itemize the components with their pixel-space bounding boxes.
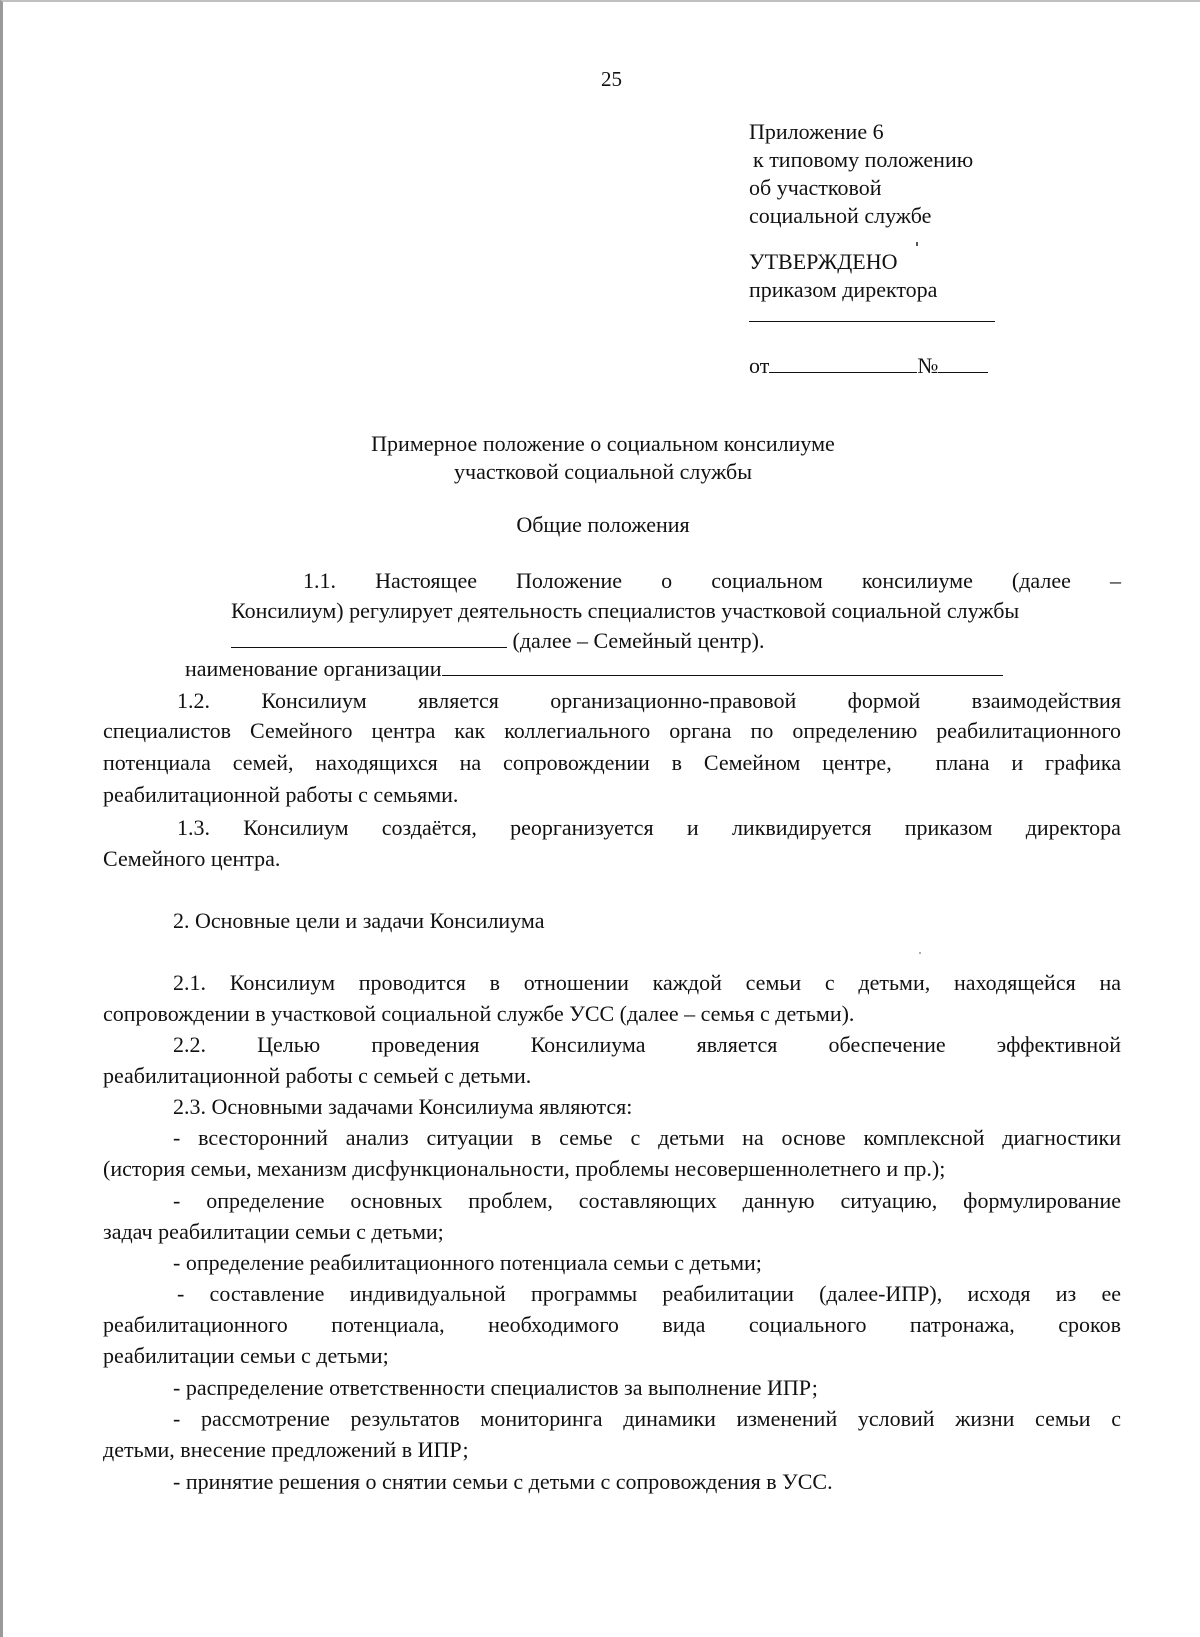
paragraph-1-2-line	[177, 686, 1121, 716]
appendix-line: об участковой	[749, 175, 882, 200]
clause-number: 2.2.	[173, 1032, 206, 1057]
organization-name-row	[185, 654, 1200, 684]
organization-blank	[231, 627, 507, 648]
word: является	[696, 1032, 778, 1057]
word: социального	[748, 1312, 867, 1337]
word: организационно-правовой	[550, 688, 797, 713]
task-item-line: реабилитации семьи с детьми;	[103, 1343, 389, 1368]
clause-number: 1.3.	[177, 815, 210, 840]
word: –	[1109, 568, 1121, 593]
section-heading-general: Общие положения	[516, 512, 690, 537]
paragraph-text: (далее – Семейный центр).	[512, 628, 765, 653]
paragraph-2-3-intro: 2.3. Основными задачами Консилиума являются:	[173, 1094, 633, 1119]
word: обеспечение	[828, 1032, 946, 1057]
clause-number: 1.1.	[303, 568, 336, 593]
word: создаётся,	[381, 815, 477, 840]
title-line: участковой социальной службы	[454, 459, 752, 484]
word: является	[418, 688, 499, 713]
word: сроков	[1058, 1312, 1121, 1337]
word: консилиуме	[861, 568, 973, 593]
scan-speck	[919, 952, 921, 954]
appendix-line: Приложение 6	[749, 119, 884, 144]
page-number: 25	[601, 67, 622, 91]
word: (далее	[1011, 568, 1071, 593]
date-blank	[769, 352, 917, 373]
paragraph-2-1-line: сопровождении в участковой социальной службе УСС (далее – семья с детьми).	[103, 1001, 855, 1026]
task-item-line: - составление индивидуальной программы реабилитации (далее-ИПР), исходя из ее	[177, 1281, 1121, 1306]
word: взаимодействия	[971, 688, 1121, 713]
paragraph-1-2-line: специалистов Семейного центра как коллегиального органа по определению реабилитационного	[103, 718, 1121, 743]
paragraph-1-2-line	[103, 748, 1121, 778]
word: и	[686, 815, 699, 840]
number-blank	[938, 352, 988, 373]
word: потенциала,	[331, 1312, 445, 1337]
approved-by-order: приказом директора	[749, 277, 938, 302]
paragraph-2-2-line	[173, 1030, 1121, 1060]
signature-line	[749, 321, 995, 322]
task-item-line	[103, 1310, 1121, 1340]
date-prefix: от	[749, 353, 770, 378]
task-item-line: - принятие решения о снятии семьи с детьми с сопровождения в УСС.	[173, 1469, 833, 1494]
paragraph-2-2-line: реабилитационной работы с семьей с детьми.	[103, 1063, 532, 1088]
appendix-line: к типовому положению	[753, 147, 974, 172]
number-sign: №	[917, 353, 939, 378]
approval-block	[749, 248, 937, 304]
paragraph-1-1-line	[231, 626, 1200, 656]
organization-label: наименование организации	[185, 656, 442, 681]
order-date-number-row	[749, 351, 988, 381]
word: реорганизуется	[510, 815, 654, 840]
task-item-line: - рассмотрение результатов мониторинга динамики изменений условий жизни семьи с	[173, 1406, 1121, 1431]
task-item-line: детьми, внесение предложений в ИПР;	[103, 1437, 469, 1462]
appendix-block	[749, 118, 973, 230]
paragraph-text: потенциала семей, находящихся на сопровождении в Семейном центре, плана и графика	[103, 750, 1121, 775]
approved-label: УТВЕРЖДЕНО	[749, 249, 898, 274]
paragraph-1-3-line: Семейного центра.	[103, 846, 281, 871]
word: реабилитационного	[103, 1312, 288, 1337]
word: ликвидируется	[731, 815, 872, 840]
section-heading-goals: 2. Основные цели и задачи Консилиума	[173, 908, 545, 933]
clause-number: 1.2.	[177, 688, 210, 713]
word: социальном	[711, 568, 823, 593]
word: Консилиум	[243, 815, 349, 840]
word: необходимого	[488, 1312, 619, 1337]
organization-name-blank	[442, 655, 1003, 676]
word: эффективной	[996, 1032, 1121, 1057]
word: вида	[662, 1312, 706, 1337]
word: Консилиум	[261, 688, 367, 713]
paragraph-1-3-line	[177, 813, 1121, 843]
task-item-line: задач реабилитации семьи с детьми;	[103, 1219, 444, 1244]
scan-speck	[916, 242, 918, 246]
word: Настоящее	[375, 568, 477, 593]
task-item-line: (история семьи, механизм дисфункциональности, проблемы несовершеннолетнего и пр.);	[103, 1156, 946, 1181]
appendix-line: социальной службе	[749, 203, 932, 228]
word: патронажа,	[909, 1312, 1015, 1337]
paragraph-1-1-line	[303, 566, 1121, 596]
word: о	[661, 568, 673, 593]
document-title	[3, 430, 1200, 486]
task-item-line: - распределение ответственности специалистов за выполнение ИПР;	[173, 1375, 818, 1400]
word: формой	[847, 688, 921, 713]
word: проведения	[371, 1032, 480, 1057]
word: приказом	[904, 815, 993, 840]
task-item-line: - всесторонний анализ ситуации в семье с детьми на основе комплексной диагностики	[173, 1125, 1121, 1150]
task-item-line: - определение основных проблем, составляющих данную ситуацию, формулирование	[173, 1188, 1121, 1213]
task-item-line: - определение реабилитационного потенциала семьи с детьми;	[173, 1250, 762, 1275]
paragraph-1-2-line: реабилитационной работы с семьями.	[103, 782, 459, 807]
word: Консилиума	[530, 1032, 646, 1057]
word: Положение	[516, 568, 623, 593]
paragraph-2-1-line: 2.1. Консилиум проводится в отношении каждой семьи с детьми, находящейся на	[173, 970, 1121, 995]
title-line: Примерное положение о социальном консилиуме	[371, 431, 835, 456]
paragraph-1-1-line: Консилиум) регулирует деятельность специалистов участковой социальной службы	[231, 598, 1020, 623]
word: директора	[1025, 815, 1121, 840]
word: Целью	[257, 1032, 321, 1057]
